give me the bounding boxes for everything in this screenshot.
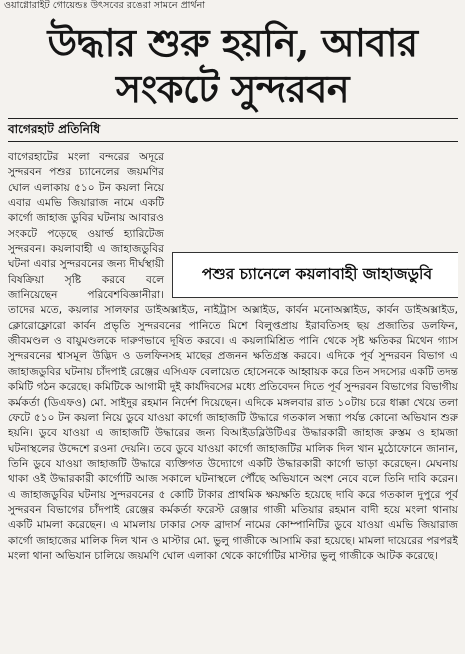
byline-top-rule bbox=[8, 118, 458, 119]
pull-quote-box bbox=[172, 252, 458, 298]
headline bbox=[0, 20, 465, 112]
headline-line-1: উদ্ধার শুরু হয়নি, আবার bbox=[47, 20, 418, 65]
article-body bbox=[8, 150, 458, 654]
section-kicker: ওয়াগ্নোরাইট গোয়েন্ডঃ উৎসবের রঙেরা সামনে প্রার্থনা bbox=[4, 0, 206, 11]
pull-quote: পশুর চ্যানেলে কয়লাবাহী জাহাজডুবি bbox=[201, 265, 433, 283]
article-paragraph: বাগেরহাটের মংলা বন্দরের অদূরে সুন্দরবন পশুর চ্যানেলের জয়মণির ঘোল এলাকায় ৫১০ টন কয়লা নিয়ে এবার এমভি জিয়ারাজ নামে একটি কার্গো জাহাজ ডুবির ঘটনায় আবারও সংকটে পড়েছে ওয়ার্ল্ড হ্যারিটেজ সুন্দরবন। কয়লাবাহী এ জাহাজডুবির ঘটনা এবার সুন্দরবনের জন্য দীর্ঘস্থায়ী বিষক্রিয়া সৃষ্টি করবে বলে জানিয়েছেন পরিবেশবিজ্ঞানীরা। তাদের মতে, কয়লার সালফার ডাইঅক্সাইড, নাইট্রাস অক্সাইড, কার্বন মনোঅক্সাইড, কার্বন ডাইঅক্সাইড, ক্লোরোফ্লোরো কার্বন প্রভৃতি সুন্দরবনের পানিতে মিশে বিলুপ্তপ্রায় ইরাবতিসহ ছয় প্রজাতির ডলফিন, জীবমণ্ডল ও বায়ুমণ্ডলকে দারুণভাবে দূষিত করবে। এ কয়লামিশ্রিত পানি থেকে সৃষ্ট ক্ষতিকর মিথেন গ্যাস সুন্দরবনের শ্বাসমূল উদ্ভিদ ও ডলফিনসহ মাছের প্রজনন ক্ষতিগ্রস্ত করবে। এদিকে পূর্ব সুন্দরবন বিভাগ এ জাহাজডুবির ঘটনায় চাঁদপাই রেঞ্জের এসিএফ বেলায়েত হোসেনকে আহ্বায়ক করে তিন সদস্যের একটি তদন্ত কমিটি গঠন করেছে। কমিটিকে আগামী দুই কার্যদিবসের মধ্যে প্রতিবেদন দিতে পূর্ব সুন্দরবন বিভাগের বিভাগীয় কর্মকর্তা (ডিএফও) মো. সাইদুর রহমান নির্দেশ দিয়েছেন। এদিকে মঙ্গলবার রাত ১০টায় চরে ধাক্কা খেয়ে তলা ফেটে ৫১০ টন কয়লা নিয়ে ডুবে যাওয়া কার্গো জাহাজটি উদ্ধারে গতকাল সন্ধ্যা পর্যন্ত কোনো অভিযান শুরু হয়নি। ডুবে যাওয়া এ জাহাজটি উদ্ধারের জন্য বিআইডব্লিউটিএর উদ্ধারকারী জাহাজ রুস্তম ও হামজা ঘটনাস্থলের উদ্দেশে রওনা দেয়নি। তবে ডুবে যাওয়া কার্গো জাহাজটির মালিক দিল খান মুঠোফোনে জানান, তিনি ডুবে যাওয়া জাহাজটি উদ্ধারে ব্যক্তিগত উদ্যোগে একটি উদ্ধারকারী কার্গো ভাড়া করেছেন। মেঘনায় থাকা ওই উদ্ধারকারী কার্গোটি আজ সকালে ঘটনাস্থলে পৌঁছে অভিযানে অংশ নেবে বলে তিনি দাবি করেন। এ জাহাজডুবির ঘটনায় সুন্দরবনের ৫ কোটি টাকার প্রাথমিক ক্ষয়ক্ষতি হয়েছে দাবি করে গতকাল দুপুরে পূর্ব সুন্দরবন বিভাগের চাঁদপাই রেঞ্জের কর্মকর্তা ফরেস্ট রেঞ্জার গাজী মতিয়ার রহমান বাদী হয়ে মংলা থানায় একটি মামলা করেছেন। এ মামলায় ঢাকার সেফ ব্রাদার্স নামের কোম্পানিটির ডুবে যাওয়া এমভি জিয়ারাজ কার্গো জাহাজের মালিক দিল খান ও মাস্টার মো. ভুলু গাজীকে আসামি করা হয়েছে। মামলা দায়েরের পরপরই মংলা থানা অভিযান চালিয়ে জয়মণি ঘোল এলাকা থেকে কার্গোটির মাস্টার ভুলু গাজীকে আটক করেছে। bbox=[8, 151, 458, 562]
byline-bottom-rule bbox=[8, 141, 458, 142]
headline-line-2: সংকটে সুন্দরবন bbox=[115, 66, 350, 111]
byline: বাগেরহাট প্রতিনিধি bbox=[8, 122, 101, 136]
